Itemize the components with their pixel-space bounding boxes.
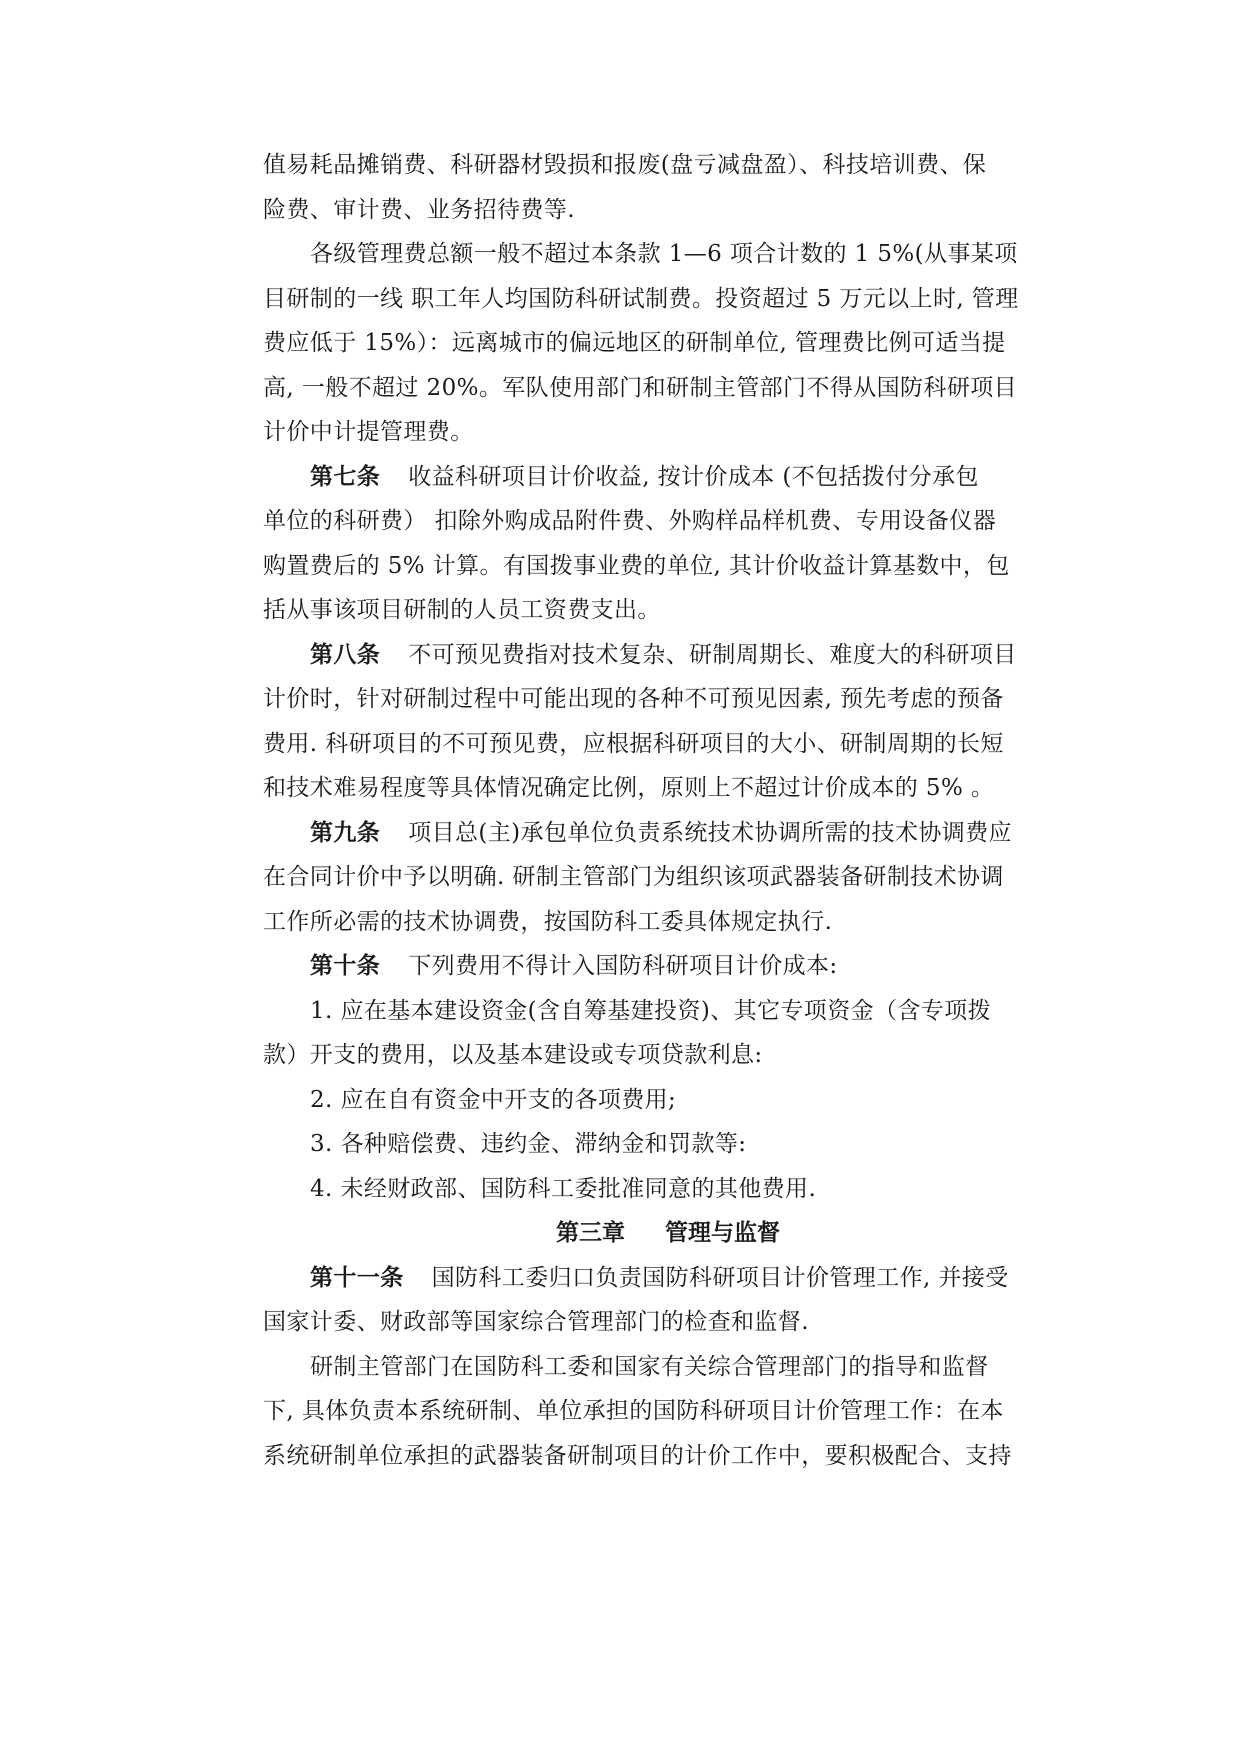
list-item: 1. 应在基本建设资金(含自筹基建投资)、其它专项资金（含专项拨 (310, 997, 992, 1024)
text-line: 系统研制单位承担的武器装备研制项目的计价工作中，要积极配合、支持 (263, 1442, 1012, 1469)
text-line: 单位的科研费） 扣除外购成品附件费、外购样品样机费、专用设备仪器 (263, 508, 997, 534)
article-8-first-line (263, 633, 1053, 678)
text-line: 值易耗品摊销费、科研器材毁损和报废(盘亏减盘盈）、科技培训费、保 (263, 152, 987, 178)
text-line: 各级管理费总额一般不超过本条款 1—6 项合计数的 1 5%(从事某项 (310, 241, 1018, 267)
article-9-first-line (263, 811, 1053, 856)
article-10-title: 第十条 (310, 952, 381, 979)
article-9-title: 第九条 (310, 818, 381, 846)
article-10-first-line (263, 944, 1053, 989)
article-11-first-line (263, 1256, 1053, 1301)
text-line: 不可预见费指对技术复杂、研制周期长、难度大的科研项目 (408, 641, 1017, 668)
text-line: 险费、审计费、业务招待费等. (263, 196, 575, 223)
text-line: 高, 一般不超过 20%。军队使用部门和研制主管部门不得从国防科研项目 (263, 374, 1018, 401)
text-line: 费用. 科研项目的不可预见费，应根据科研项目的大小、研制周期的长短 (263, 730, 1004, 757)
article-7-title: 第七条 (310, 462, 381, 490)
list-item: 3. 各种赔偿费、违约金、滞纳金和罚款等: (310, 1131, 747, 1157)
document-body (263, 143, 1053, 1478)
text-line: 在合同计价中予以明确. 研制主管部门为组织该项武器装备研制技术协调 (263, 864, 1004, 890)
text-line: 国家计委、财政部等国家综合管理部门的检查和监督. (263, 1309, 809, 1335)
text-line: 项目总(主)承包单位负责系统技术协调所需的技术协调费应 (408, 819, 1012, 846)
text-line: 计价时，针对研制过程中可能出现的各种不可预见因素, 预先考虑的预备 (263, 686, 1004, 712)
list-item: 2. 应在自有资金中开支的各项费用; (310, 1086, 677, 1113)
text-line: 国防科工委归口负责国防科研项目计价管理工作, 并接受 (431, 1264, 1009, 1291)
list-item-continuation: 款）开支的费用，以及基本建设或专项贷款利息: (263, 1042, 763, 1068)
chapter-heading (263, 1211, 1053, 1256)
text-line: 下, 具体负责本系统研制、单位承担的国防科研项目计价管理工作：在本 (263, 1398, 1004, 1424)
list-item: 4. 未经财政部、国防科工委批准同意的其他费用. (310, 1175, 817, 1202)
text-line: 研制主管部门在国防科工委和国家有关综合管理部门的指导和监督 (310, 1353, 989, 1380)
text-line: 费应低于 15%）：远离城市的偏远地区的研制单位, 管理费比例可适当提 (263, 330, 1006, 356)
text-line: 收益科研项目计价收益, 按计价成本 (不包括拨付分承包 (408, 463, 979, 490)
chapter-title: 管理与监督 (665, 1219, 780, 1246)
text-line: 和技术难易程度等具体情况确定比例，原则上不超过计价成本的 5% 。 (263, 775, 995, 801)
chapter-number: 第三章 (556, 1219, 625, 1246)
text-line: 括从事该项目研制的人员工资费支出。 (263, 597, 661, 623)
article-8-title: 第八条 (310, 640, 381, 668)
text-line: 计价中计提管理费。 (263, 419, 474, 445)
text-line: 工作所必需的技术协调费，按国防科工委具体规定执行. (263, 908, 833, 935)
text-line: 目研制的一线 职工年人均国防科研试制费。投资超过 5 万元以上时, 管理 (263, 285, 1019, 312)
text-line: 购置费后的 5% 计算。有国拨事业费的单位, 其计价收益计算基数中，包 (263, 552, 1010, 579)
article-7-first-line (263, 455, 1053, 500)
text-line: 下列费用不得计入国防科研项目计价成本: (408, 953, 838, 979)
article-11-title: 第十一条 (310, 1263, 404, 1291)
